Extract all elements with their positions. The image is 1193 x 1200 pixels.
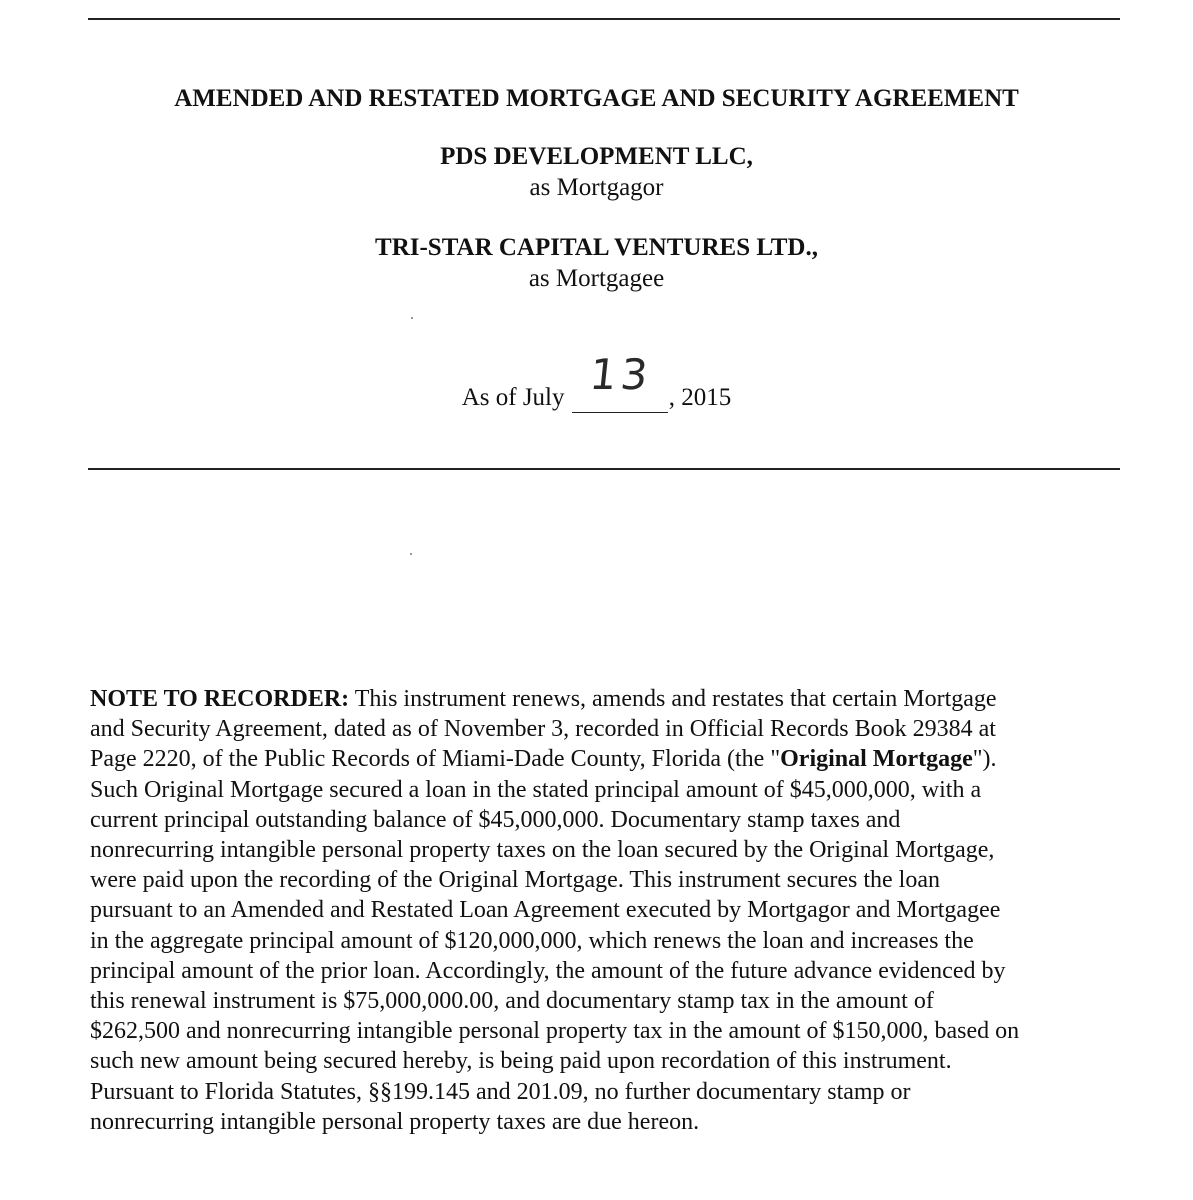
date-day-blank: [572, 350, 668, 413]
note-line: such new amount being secured hereby, is being paid upon recordation of this instrument.: [90, 1048, 952, 1075]
note-line: principal amount of the prior loan. Accordingly, the amount of the future advance evidenced by: [90, 957, 1006, 984]
note-line: this renewal instrument is $75,000,000.00, and documentary stamp tax in the amount of: [90, 988, 934, 1015]
date-line: [0, 350, 1193, 413]
note-line: This instrument renews, amends and restates that certain Mortgage: [349, 686, 997, 712]
note-line: pursuant to an Amended and Restated Loan Agreement executed by Mortgagor and Mortgagee: [90, 897, 1001, 924]
note-line: nonrecurring intangible personal property taxes are due hereon.: [90, 1108, 700, 1135]
mortgagee-role: as Mortgagee: [528, 265, 665, 292]
handwritten-day: 13: [587, 350, 654, 399]
top-rule: [88, 18, 1120, 20]
note-to-recorder: [90, 684, 1130, 1137]
note-line: Page 2220, of the Public Records of Miami-Dade County, Florida (the ": [90, 746, 781, 773]
note-line: were paid upon the recording of the Original Mortgage. This instrument secures the loan: [90, 867, 940, 894]
mortgagor-name: PDS DEVELOPMENT LLC,: [440, 143, 753, 170]
note-line: nonrecurring intangible personal property taxes on the loan secured by the Original Mortgage,: [90, 837, 995, 864]
note-line: Pursuant to Florida Statutes, §§199.145 and 201.09, no further documentary stamp or: [90, 1078, 911, 1105]
note-line: $262,500 and nonrecurring intangible personal property tax in the amount of $150,000, based on: [90, 1018, 1020, 1045]
note-line: and Security Agreement, dated as of November 3, recorded in Official Records Book 29384 at: [90, 716, 996, 743]
scan-speck: [410, 553, 412, 555]
defined-term-original-mortgage: Original Mortgage: [780, 746, 973, 773]
document-title: AMENDED AND RESTATED MORTGAGE AND SECURITY AGREEMENT: [174, 85, 1019, 112]
note-label: NOTE TO RECORDER:: [90, 686, 350, 712]
mortgagor-role: as Mortgagor: [529, 174, 664, 201]
note-line: Such Original Mortgage secured a loan in the stated principal amount of $45,000,000, with a: [90, 776, 982, 803]
scan-speck: [411, 317, 413, 319]
mortgagee-name: TRI-STAR CAPITAL VENTURES LTD.,: [375, 234, 818, 261]
date-prefix: As of July: [461, 384, 565, 411]
note-line: current principal outstanding balance of $45,000,000. Documentary stamp taxes and: [90, 806, 901, 833]
date-suffix: , 2015: [668, 384, 732, 411]
note-line: ").: [972, 746, 997, 773]
note-line: in the aggregate principal amount of $120,000,000, which renews the loan and increases the: [90, 927, 974, 954]
bottom-rule: [88, 468, 1120, 470]
